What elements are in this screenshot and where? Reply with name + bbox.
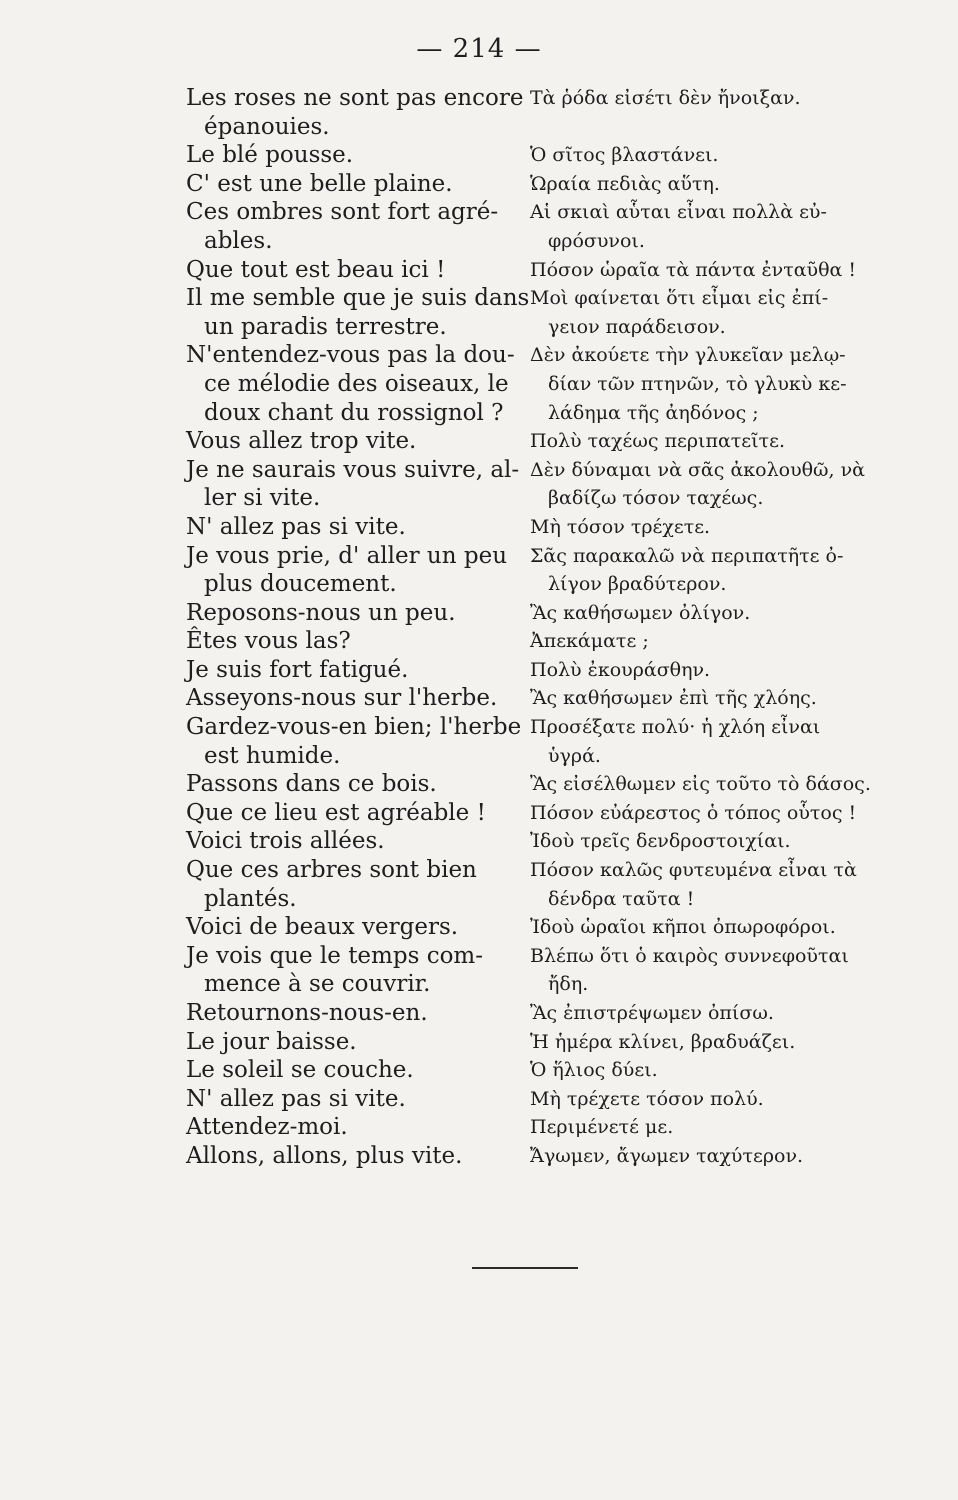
french-line: Retournons-nous-en. — [186, 1000, 428, 1026]
french-line: Le soleil se couche. — [186, 1057, 414, 1084]
french-line: Attendez-moi. — [186, 1114, 348, 1141]
french-line: Le blé pousse. — [186, 142, 354, 169]
greek-line: δίαν τῶν πτηνῶν, τὸ γλυκὺ κε- — [548, 372, 847, 395]
closing-rule — [472, 1267, 578, 1269]
phrase-row — [186, 427, 876, 456]
greek-line: ὑγρά. — [548, 744, 601, 767]
french-phrase — [186, 284, 530, 341]
french-line: Que tout est beau ici ! — [186, 256, 446, 283]
french-line: N'entendez-vous pas la dou- — [186, 342, 515, 369]
greek-line: Ἄγωμεν, ἄγωμεν ταχύτερον. — [530, 1144, 804, 1167]
page-number: — 214 — — [416, 34, 542, 64]
french-phrase — [186, 198, 522, 255]
french-line: Il me semble que je suis dans — [186, 285, 530, 312]
french-phrase — [186, 256, 522, 285]
french-phrase — [186, 942, 522, 999]
greek-line: Πολὺ ἐκουράσθην. — [530, 658, 711, 681]
french-phrase — [186, 84, 522, 141]
greek-phrase — [522, 1142, 870, 1171]
french-line: N' allez pas si vite. — [186, 1085, 406, 1112]
phrase-row — [186, 141, 876, 170]
french-phrase — [186, 827, 522, 856]
greek-line: Ἰδοὺ ὡραῖοι κῆποι ὀπωροφόροι. — [530, 916, 836, 939]
french-phrase — [186, 1085, 522, 1114]
french-phrase — [186, 656, 522, 685]
french-line: est humide. — [204, 742, 341, 769]
french-phrase — [186, 770, 522, 799]
french-line: Allons, allons, plus vite. — [186, 1142, 463, 1169]
phrase-row — [186, 770, 876, 799]
french-line: C' est une belle plaine. — [186, 170, 453, 197]
french-line: Que ce lieu est agréable ! — [186, 799, 486, 826]
french-line: Passons dans ce bois. — [186, 771, 437, 798]
french-line: Gardez-vous-en bien; l'herbe — [186, 714, 522, 741]
greek-phrase — [522, 999, 870, 1028]
phrase-row — [186, 170, 876, 199]
french-phrase — [186, 627, 522, 656]
french-line: Voici de beaux vergers. — [186, 914, 459, 941]
french-line: doux chant du rossignol ? — [204, 399, 504, 426]
greek-line: Ἡ ἡμέρα κλίνει, βραδυάζει. — [530, 1030, 796, 1053]
french-phrase — [186, 513, 522, 542]
greek-line: Ὁ σῖτος βλαστάνει. — [530, 144, 719, 167]
french-phrase — [186, 713, 522, 770]
greek-line: λίγον βραδύτερον. — [548, 573, 727, 596]
greek-line: Πολὺ ταχέως περιπατεῖτε. — [530, 430, 785, 453]
french-line: Voici trois allées. — [186, 828, 385, 855]
greek-phrase — [522, 198, 870, 255]
french-line: Je suis fort fatigué. — [186, 656, 409, 683]
phrase-row — [186, 256, 876, 285]
french-phrase — [186, 999, 522, 1028]
greek-line: βαδίζω τόσον ταχέως. — [548, 487, 764, 510]
phrase-row — [186, 341, 876, 427]
french-phrase — [186, 684, 522, 713]
phrase-row — [186, 656, 876, 685]
greek-line: Δὲν ἀκούετε τὴν γλυκεῖαν μελῳ- — [530, 344, 846, 367]
french-line: Reposons-nous un peu. — [186, 599, 456, 626]
french-phrase — [186, 141, 522, 170]
greek-line: Μὴ τρέχετε τόσον πολύ. — [530, 1087, 764, 1110]
phrase-row — [186, 1056, 876, 1085]
greek-phrase — [522, 599, 870, 628]
greek-phrase — [522, 141, 870, 170]
greek-line: Ἂς εἰσέλθωμεν εἰς τοῦτο τὸ δάσος. — [530, 773, 871, 796]
greek-line: Σᾶς παρακαλῶ νὰ περιπατῆτε ὀ- — [530, 544, 844, 567]
french-line: Je vois que le temps com- — [186, 942, 484, 969]
greek-phrase — [522, 84, 870, 141]
greek-line: Πόσον ὡραῖα τὰ πάντα ἐνταῦθα ! — [530, 258, 857, 281]
phrase-row — [186, 542, 876, 599]
greek-line: λάδημα τῆς ἀηδόνος ; — [548, 401, 759, 424]
greek-phrase — [522, 1028, 870, 1057]
french-line: un paradis terrestre. — [204, 313, 447, 340]
greek-line: Αἱ σκιαὶ αὗται εἶναι πολλὰ εὐ- — [530, 201, 827, 224]
french-line: Le jour baisse. — [186, 1028, 357, 1055]
french-line: ce mélodie des oiseaux, le — [204, 370, 509, 397]
french-line: Vous allez trop vite. — [186, 428, 417, 455]
greek-line: Ἂς ἐπιστρέψωμεν ὀπίσω. — [530, 1002, 774, 1024]
greek-line: φρόσυνοι. — [548, 229, 645, 252]
greek-phrase — [522, 456, 870, 513]
greek-line: Ὁ ἥλιος δύει. — [530, 1059, 658, 1082]
phrase-row — [186, 1028, 876, 1057]
french-line: Êtes vous las? — [186, 628, 351, 655]
greek-phrase — [522, 913, 870, 942]
greek-line: Μὴ τόσον τρέχετε. — [530, 515, 711, 538]
french-phrase — [186, 599, 522, 628]
greek-line: Βλέπω ὅτι ὁ καιρὸς συννεφοῦται — [530, 944, 849, 967]
phrase-row — [186, 1085, 876, 1114]
phrase-row — [186, 684, 876, 713]
greek-phrase — [522, 284, 870, 341]
greek-phrase — [522, 684, 870, 713]
phrase-row — [186, 799, 876, 828]
greek-phrase — [522, 942, 870, 999]
greek-line: Ὡραία πεδιὰς αὕτη. — [530, 172, 720, 195]
greek-phrase — [522, 542, 870, 599]
french-phrase — [186, 456, 522, 513]
phrase-row — [186, 1142, 876, 1171]
french-phrase — [186, 913, 522, 942]
phrase-row — [186, 84, 876, 141]
phrase-row — [186, 284, 876, 341]
greek-line: Περιμένετέ με. — [530, 1116, 674, 1139]
greek-line: ἤδη. — [548, 973, 589, 996]
french-line: plus doucement. — [204, 571, 397, 598]
greek-line: Ἂς καθήσωμεν ἐπὶ τῆς χλόης. — [530, 687, 817, 710]
greek-line: Τὰ ῥόδα εἰσέτι δὲν ἤνοιξαν. — [530, 87, 801, 109]
phrase-row — [186, 713, 876, 770]
french-line: plantés. — [204, 885, 297, 912]
greek-line: Ἀπεκάματε ; — [530, 630, 649, 653]
phrase-row — [186, 599, 876, 628]
greek-line: Ἂς καθήσωμεν ὀλίγον. — [530, 601, 751, 624]
french-phrase — [186, 1113, 522, 1142]
french-line: Que ces arbres sont bien — [186, 857, 477, 884]
french-phrase — [186, 799, 522, 828]
phrase-row — [186, 627, 876, 656]
greek-line: δένδρα ταῦτα ! — [548, 887, 695, 910]
french-line: ler si vite. — [204, 485, 321, 512]
phrase-row — [186, 198, 876, 255]
french-phrase — [186, 1056, 522, 1085]
greek-phrase — [522, 1056, 870, 1085]
phrase-row — [186, 856, 876, 913]
phrase-row — [186, 913, 876, 942]
greek-phrase — [522, 827, 870, 856]
greek-phrase — [522, 170, 870, 199]
phrase-row — [186, 942, 876, 999]
greek-phrase — [522, 627, 870, 656]
greek-line: Πόσον καλῶς φυτευμένα εἶναι τὰ — [530, 859, 857, 882]
french-phrase — [186, 542, 522, 599]
french-phrase — [186, 1028, 522, 1057]
greek-phrase — [522, 656, 870, 685]
french-line: N' allez pas si vite. — [186, 513, 406, 540]
phrase-row — [186, 456, 876, 513]
french-line: ables. — [204, 227, 273, 254]
french-line: Les roses ne sont pas encore — [186, 85, 524, 111]
phrase-row — [186, 999, 876, 1028]
greek-phrase — [522, 341, 870, 427]
french-phrase — [186, 427, 522, 456]
greek-phrase — [522, 427, 870, 456]
phrase-row — [186, 513, 876, 542]
greek-line: Προσέξατε πολύ· ἡ χλόη εἶναι — [530, 716, 821, 739]
greek-line: Ἰδοὺ τρεῖς δενδροστοιχίαι. — [530, 830, 791, 853]
french-line: Je vous prie, d' aller un peu — [186, 542, 508, 569]
french-phrase — [186, 170, 522, 199]
phrase-row — [186, 827, 876, 856]
phrasebook-rows — [186, 84, 876, 1171]
french-phrase — [186, 341, 522, 427]
greek-phrase — [522, 799, 870, 828]
french-line: épanouies. — [204, 113, 330, 140]
french-line: mence à se couvrir. — [204, 971, 431, 998]
french-line: Ces ombres sont fort agré- — [186, 199, 499, 226]
greek-line: Πόσον εὐάρεστος ὁ τόπος οὗτος ! — [530, 801, 857, 824]
french-line: Asseyons-nous sur l'herbe. — [186, 685, 498, 712]
greek-phrase — [522, 513, 870, 542]
phrase-row — [186, 1113, 876, 1142]
greek-phrase — [522, 856, 870, 913]
greek-line: γειον παράδεισον. — [548, 315, 726, 338]
greek-line: Μοὶ φαίνεται ὅτι εἶμαι εἰς ἐπί- — [530, 287, 829, 310]
french-line: Je ne saurais vous suivre, al- — [186, 456, 520, 483]
greek-phrase — [522, 1113, 870, 1142]
greek-phrase — [522, 1085, 870, 1114]
french-phrase — [186, 856, 522, 913]
greek-phrase — [522, 256, 870, 285]
greek-line: Δὲν δύναμαι νὰ σᾶς ἀκολουθῶ, νὰ — [530, 458, 866, 481]
greek-phrase — [522, 713, 870, 770]
greek-phrase — [522, 770, 870, 799]
french-phrase — [186, 1142, 522, 1171]
